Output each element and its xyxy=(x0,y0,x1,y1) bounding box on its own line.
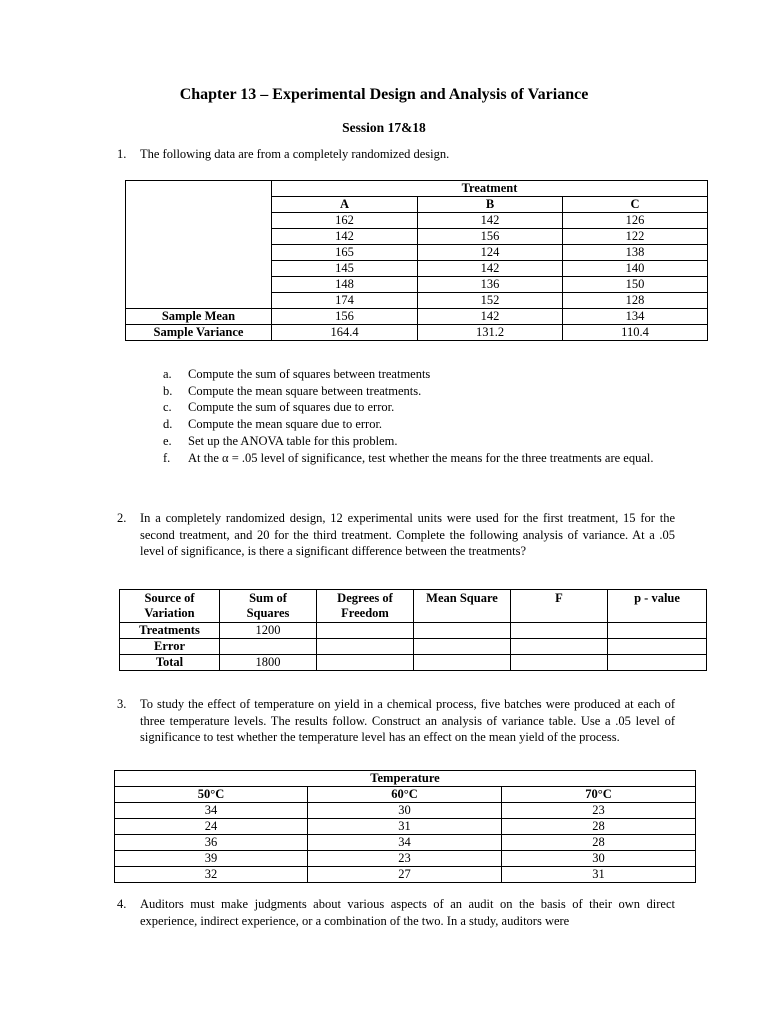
subquestion-text: Compute the sum of squares due to error. xyxy=(188,400,395,415)
table-cell: 39 xyxy=(115,851,308,867)
column-header: F xyxy=(511,590,608,623)
column-header: 70°C xyxy=(502,787,696,803)
list-item xyxy=(163,450,678,467)
table-row xyxy=(115,867,696,883)
question-1 xyxy=(0,146,768,166)
subquestion-label: e. xyxy=(163,433,172,448)
table-cell: 136 xyxy=(418,277,563,293)
table-cell: 1200 xyxy=(220,623,317,639)
column-header: p - value xyxy=(608,590,707,623)
table-cell: 164.4 xyxy=(272,325,418,341)
anova-header-row xyxy=(120,590,707,623)
subquestion-text: Compute the mean square between treatments. xyxy=(188,383,422,398)
table-cell: 30 xyxy=(502,851,696,867)
question-2 xyxy=(0,510,768,580)
table-cell: 138 xyxy=(563,245,708,261)
table-cell: 152 xyxy=(418,293,563,309)
table-cell xyxy=(220,639,317,655)
table-row xyxy=(115,819,696,835)
table-cell: 23 xyxy=(502,803,696,819)
table-cell: 165 xyxy=(272,245,418,261)
table-row xyxy=(120,655,707,671)
column-header: Sum of Squares xyxy=(220,590,317,623)
list-item xyxy=(163,399,678,416)
temperature-table xyxy=(114,770,696,883)
table-cell: 156 xyxy=(272,309,418,325)
question-1-number: 1. xyxy=(117,147,127,161)
subquestion-text: At the α = .05 level of significance, test whether the means for the three treatments are equal. xyxy=(188,450,654,465)
anova-table xyxy=(119,589,707,671)
table-cell xyxy=(511,655,608,671)
column-header: B xyxy=(418,197,563,213)
table-cell: 148 xyxy=(272,277,418,293)
page-title: Chapter 13 – Experimental Design and Analysis of Variance xyxy=(179,86,589,103)
subquestion-list xyxy=(163,366,678,466)
question-3-text: To study the effect of temperature on yield in a chemical process, five batches were produced at each of three temperature levels. The results follow. Construct an analysis of variance table. Use a .05 level of significance to test whether the temperature level has an effect on the mean yield of the process. xyxy=(140,697,675,744)
table-cell xyxy=(317,639,414,655)
table-cell: 156 xyxy=(418,229,563,245)
table-cell xyxy=(317,655,414,671)
row-label: Treatments xyxy=(120,623,220,639)
list-item xyxy=(163,433,678,450)
table-cell: 31 xyxy=(308,819,502,835)
table-cell: 34 xyxy=(115,803,308,819)
treatment-header: Treatment xyxy=(272,181,708,197)
table-cell xyxy=(608,623,707,639)
table-cell: 134 xyxy=(563,309,708,325)
table-cell: 32 xyxy=(115,867,308,883)
table-cell: 34 xyxy=(308,835,502,851)
row-label: Error xyxy=(120,639,220,655)
row-label: Total xyxy=(120,655,220,671)
table-cell: 140 xyxy=(563,261,708,277)
table-cell: 142 xyxy=(272,229,418,245)
table-cell xyxy=(414,655,511,671)
table-cell: 131.2 xyxy=(418,325,563,341)
subquestion-label: c. xyxy=(163,400,172,415)
table-cell: 126 xyxy=(563,213,708,229)
question-4-number: 4. xyxy=(117,897,127,911)
table-cell: 142 xyxy=(418,309,563,325)
table-row xyxy=(115,851,696,867)
table-cell: 110.4 xyxy=(563,325,708,341)
question-1-text: The following data are from a completely randomized design. xyxy=(140,147,450,161)
table-cell: 124 xyxy=(418,245,563,261)
subquestion-label: f. xyxy=(163,450,171,465)
treatment-table xyxy=(125,180,708,341)
table-cell xyxy=(511,623,608,639)
sample-mean-row xyxy=(126,309,708,325)
table-cell: 28 xyxy=(502,819,696,835)
table-cell: 162 xyxy=(272,213,418,229)
table-cell xyxy=(414,639,511,655)
table-cell xyxy=(608,639,707,655)
question-4-text: Auditors must make judgments about various aspects of an audit on the basis of their own direct experience, indirect experience, or a combination of the two. In a study, auditors were xyxy=(140,897,675,928)
temperature-header: Temperature xyxy=(115,771,696,787)
list-item xyxy=(163,416,678,433)
table-cell xyxy=(511,639,608,655)
question-3-number: 3. xyxy=(117,697,127,711)
table-row xyxy=(120,623,707,639)
list-item xyxy=(163,366,678,383)
subquestion-label: d. xyxy=(163,417,173,432)
table-cell: 27 xyxy=(308,867,502,883)
table-cell: 30 xyxy=(308,803,502,819)
subquestion-text: Compute the mean square due to error. xyxy=(188,417,383,432)
table-cell: 24 xyxy=(115,819,308,835)
list-item xyxy=(163,383,678,400)
subquestion-label: a. xyxy=(163,367,172,381)
question-2-text: In a completely randomized design, 12 experimental units were used for the first treatment, 15 for the second treatment, and 20 for the third treatment. Complete the following analysis of variance. At a .05 level of significance, is there a significant difference between the treatments? xyxy=(140,511,675,558)
table-cell: 1800 xyxy=(220,655,317,671)
table-row xyxy=(115,803,696,819)
treatment-table-corner xyxy=(126,181,272,309)
sample-mean-label: Sample Mean xyxy=(126,309,272,325)
session-heading: Session 17&18 xyxy=(342,120,426,135)
table-cell xyxy=(608,655,707,671)
table-cell xyxy=(414,623,511,639)
table-row xyxy=(115,835,696,851)
question-2-number: 2. xyxy=(117,511,127,525)
table-row xyxy=(120,639,707,655)
table-cell: 36 xyxy=(115,835,308,851)
question-4 xyxy=(0,896,768,932)
table-cell xyxy=(317,623,414,639)
table-cell: 23 xyxy=(308,851,502,867)
table-cell: 142 xyxy=(418,213,563,229)
table-cell: 145 xyxy=(272,261,418,277)
subquestion-label: b. xyxy=(163,383,173,398)
column-header: Source of Variation xyxy=(120,590,220,623)
column-header: C xyxy=(563,197,708,213)
table-cell: 150 xyxy=(563,277,708,293)
table-cell: 128 xyxy=(563,293,708,309)
subquestion-text: Compute the sum of squares between treatments xyxy=(188,367,431,381)
sample-variance-label: Sample Variance xyxy=(126,325,272,341)
table-cell: 142 xyxy=(418,261,563,277)
table-cell: 122 xyxy=(563,229,708,245)
column-header: Degrees of Freedom xyxy=(317,590,414,623)
sample-variance-row xyxy=(126,325,708,341)
column-header: 50°C xyxy=(115,787,308,803)
question-3 xyxy=(0,696,768,766)
column-header: Mean Square xyxy=(414,590,511,623)
table-cell: 31 xyxy=(502,867,696,883)
column-header: 60°C xyxy=(308,787,502,803)
table-cell: 174 xyxy=(272,293,418,309)
table-cell: 28 xyxy=(502,835,696,851)
column-header: A xyxy=(272,197,418,213)
subquestion-text: Set up the ANOVA table for this problem. xyxy=(188,433,398,448)
